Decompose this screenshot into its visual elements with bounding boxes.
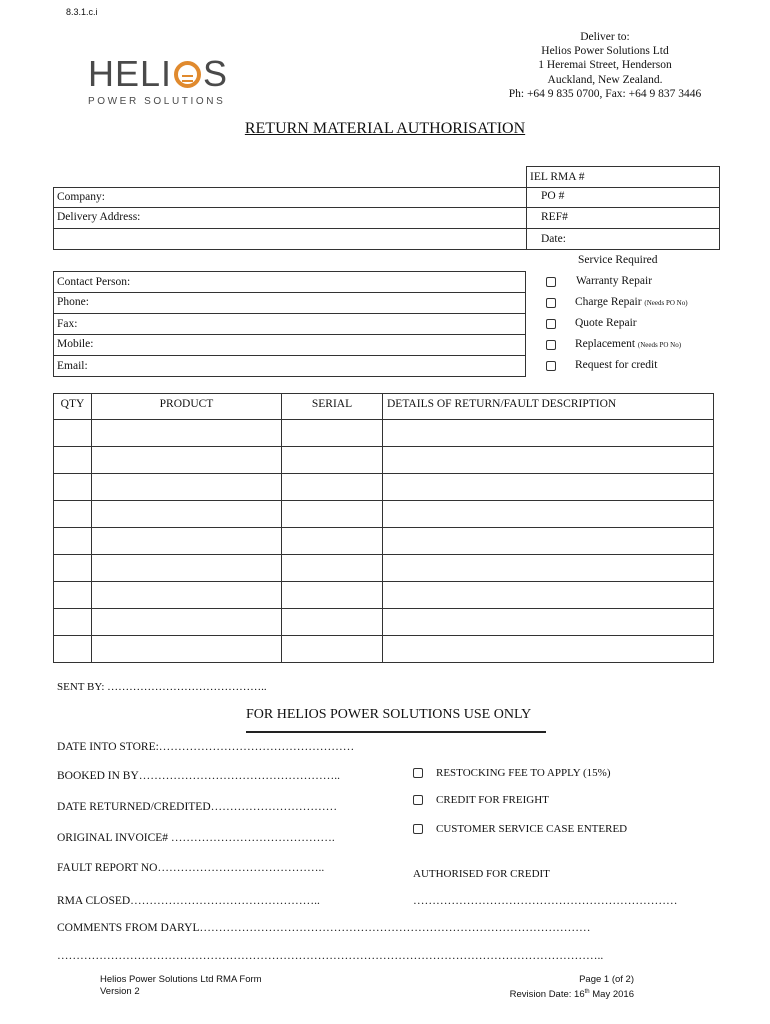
qty-header: QTY [54,394,92,420]
phone-field[interactable]: Phone: [57,296,89,308]
authorised-label: AUTHORISED FOR CREDIT [413,868,550,880]
sun-icon [174,61,201,88]
serial-cell[interactable] [282,474,383,501]
service-case-label: CUSTOMER SERVICE CASE ENTERED [436,823,628,835]
logo-text-right: S [203,53,229,94]
footer-form-name: Helios Power Solutions Ltd RMA Form [100,974,262,985]
qty-cell[interactable] [54,528,92,555]
product-cell[interactable] [92,420,282,447]
details-cell[interactable] [383,420,714,447]
table-row [54,609,714,636]
product-cell[interactable] [92,555,282,582]
footer-revision: Revision Date: 16th May 2016 [509,989,634,1001]
deliver-line: Helios Power Solutions Ltd [541,45,669,58]
charge-repair-note: (Needs PO No) [644,299,688,307]
charge-repair-label: Charge Repair (Needs PO No) [575,296,688,308]
serial-cell[interactable] [282,528,383,555]
warranty-repair-label: Warranty Repair [576,275,653,287]
serial-cell[interactable] [282,582,383,609]
footer-left [100,974,262,998]
quote-repair-label: Quote Repair [575,317,637,329]
qty-cell[interactable] [54,474,92,501]
delivery-address-block [470,30,740,101]
table-row [54,528,714,555]
service-case-checkbox[interactable] [413,824,423,834]
qty-cell[interactable] [54,582,92,609]
details-cell[interactable] [383,474,714,501]
charge-repair-checkbox[interactable] [546,298,556,308]
replacement-label: Replacement (Needs PO No) [575,338,682,350]
qty-cell[interactable] [54,447,92,474]
product-cell[interactable] [92,609,282,636]
details-header: DETAILS OF RETURN/FAULT DESCRIPTION [383,394,714,420]
details-cell[interactable] [383,636,714,663]
serial-cell[interactable] [282,609,383,636]
table-row [54,555,714,582]
contact-person-field[interactable]: Contact Person: [57,276,131,288]
helios-logo [88,53,229,107]
credit-freight-checkbox[interactable] [413,795,423,805]
rma-closed-field[interactable]: RMA CLOSED………………………………………….. [57,895,320,907]
serial-cell[interactable] [282,501,383,528]
request-credit-label: Request for credit [575,359,658,371]
table-row [54,420,714,447]
product-cell[interactable] [92,528,282,555]
details-cell[interactable] [383,447,714,474]
details-cell[interactable] [383,501,714,528]
request-credit-checkbox[interactable] [546,361,556,371]
comments-field[interactable]: COMMENTS FROM DARYL………………………………………………………………………………………… [57,922,591,934]
qty-cell[interactable] [54,636,92,663]
deliver-line: Auckland, New Zealand. [547,73,663,86]
company-field[interactable]: Company: [57,191,105,203]
logo-subtitle: POWER SOLUTIONS [88,96,226,107]
credit-freight-label: CREDIT FOR FREIGHT [436,794,549,806]
restocking-label: RESTOCKING FEE TO APPLY (15%) [436,767,611,779]
details-cell[interactable] [383,609,714,636]
office-use-heading: FOR HELIOS POWER SOLUTIONS USE ONLY [246,707,532,722]
rma-label: IEL RMA # [530,171,585,183]
delivery-address-field[interactable]: Delivery Address: [57,211,141,223]
product-cell[interactable] [92,474,282,501]
authorised-signature-line[interactable]: …………………………………………………………… [413,895,678,907]
product-cell[interactable] [92,636,282,663]
qty-cell[interactable] [54,609,92,636]
serial-cell[interactable] [282,447,383,474]
details-cell[interactable] [383,582,714,609]
product-header: PRODUCT [92,394,282,420]
qty-cell[interactable] [54,420,92,447]
po-label: PO # [541,190,565,202]
restocking-checkbox[interactable] [413,768,423,778]
booked-in-by-field[interactable]: BOOKED IN BY…………………………………………….. [57,770,341,782]
details-cell[interactable] [383,555,714,582]
date-returned-field[interactable]: DATE RETURNED/CREDITED…………………………… [57,801,338,813]
table-row [54,582,714,609]
table-row [54,474,714,501]
email-field[interactable]: Email: [57,360,88,372]
document-reference: 8.3.1.c.i [66,7,98,17]
sent-by-field[interactable]: SENT BY: …………………………………….. [57,681,267,693]
serial-cell[interactable] [282,636,383,663]
deliver-heading: Deliver to: [580,31,630,43]
original-invoice-field[interactable]: ORIGINAL INVOICE# ……………………………………. [57,832,335,844]
heading-underline [246,731,546,733]
serial-cell[interactable] [282,555,383,582]
form-title: RETURN MATERIAL AUTHORISATION [244,120,526,137]
product-cell[interactable] [92,501,282,528]
fax-field[interactable]: Fax: [57,318,78,330]
qty-cell[interactable] [54,555,92,582]
replacement-note: (Needs PO No) [637,341,682,349]
table-row [54,636,714,663]
logo-text-left: HELI [88,53,173,94]
mobile-field[interactable]: Mobile: [57,338,94,350]
quote-repair-checkbox[interactable] [546,319,556,329]
details-cell[interactable] [383,528,714,555]
table-row [54,501,714,528]
date-into-store-field[interactable]: DATE INTO STORE:…………………………………………… [57,741,355,753]
fault-report-field[interactable]: FAULT REPORT NO…………………………………….. [57,862,325,874]
product-cell[interactable] [92,582,282,609]
product-cell[interactable] [92,447,282,474]
ref-label: REF# [541,211,568,223]
comments-line-2[interactable]: …………………………………………………………………………………………………………………………….. [57,950,604,962]
serial-header: SERIAL [282,394,383,420]
serial-cell[interactable] [282,420,383,447]
qty-cell[interactable] [54,501,92,528]
deliver-line: 1 Heremai Street, Henderson [538,59,672,72]
warranty-repair-checkbox[interactable] [546,277,556,287]
footer-version: Version 2 [100,986,140,997]
deliver-line: Ph: +64 9 835 0700, Fax: +64 9 837 3446 [508,87,702,100]
customer-box-top [53,187,720,250]
footer-right [490,974,634,1001]
return-items-table [53,393,714,663]
service-heading: Service Required [578,254,658,266]
footer-page: Page 1 (of 2) [579,974,634,985]
replacement-checkbox[interactable] [546,340,556,350]
table-row [54,447,714,474]
date-label: Date: [541,233,566,245]
table-header-row [54,394,714,420]
